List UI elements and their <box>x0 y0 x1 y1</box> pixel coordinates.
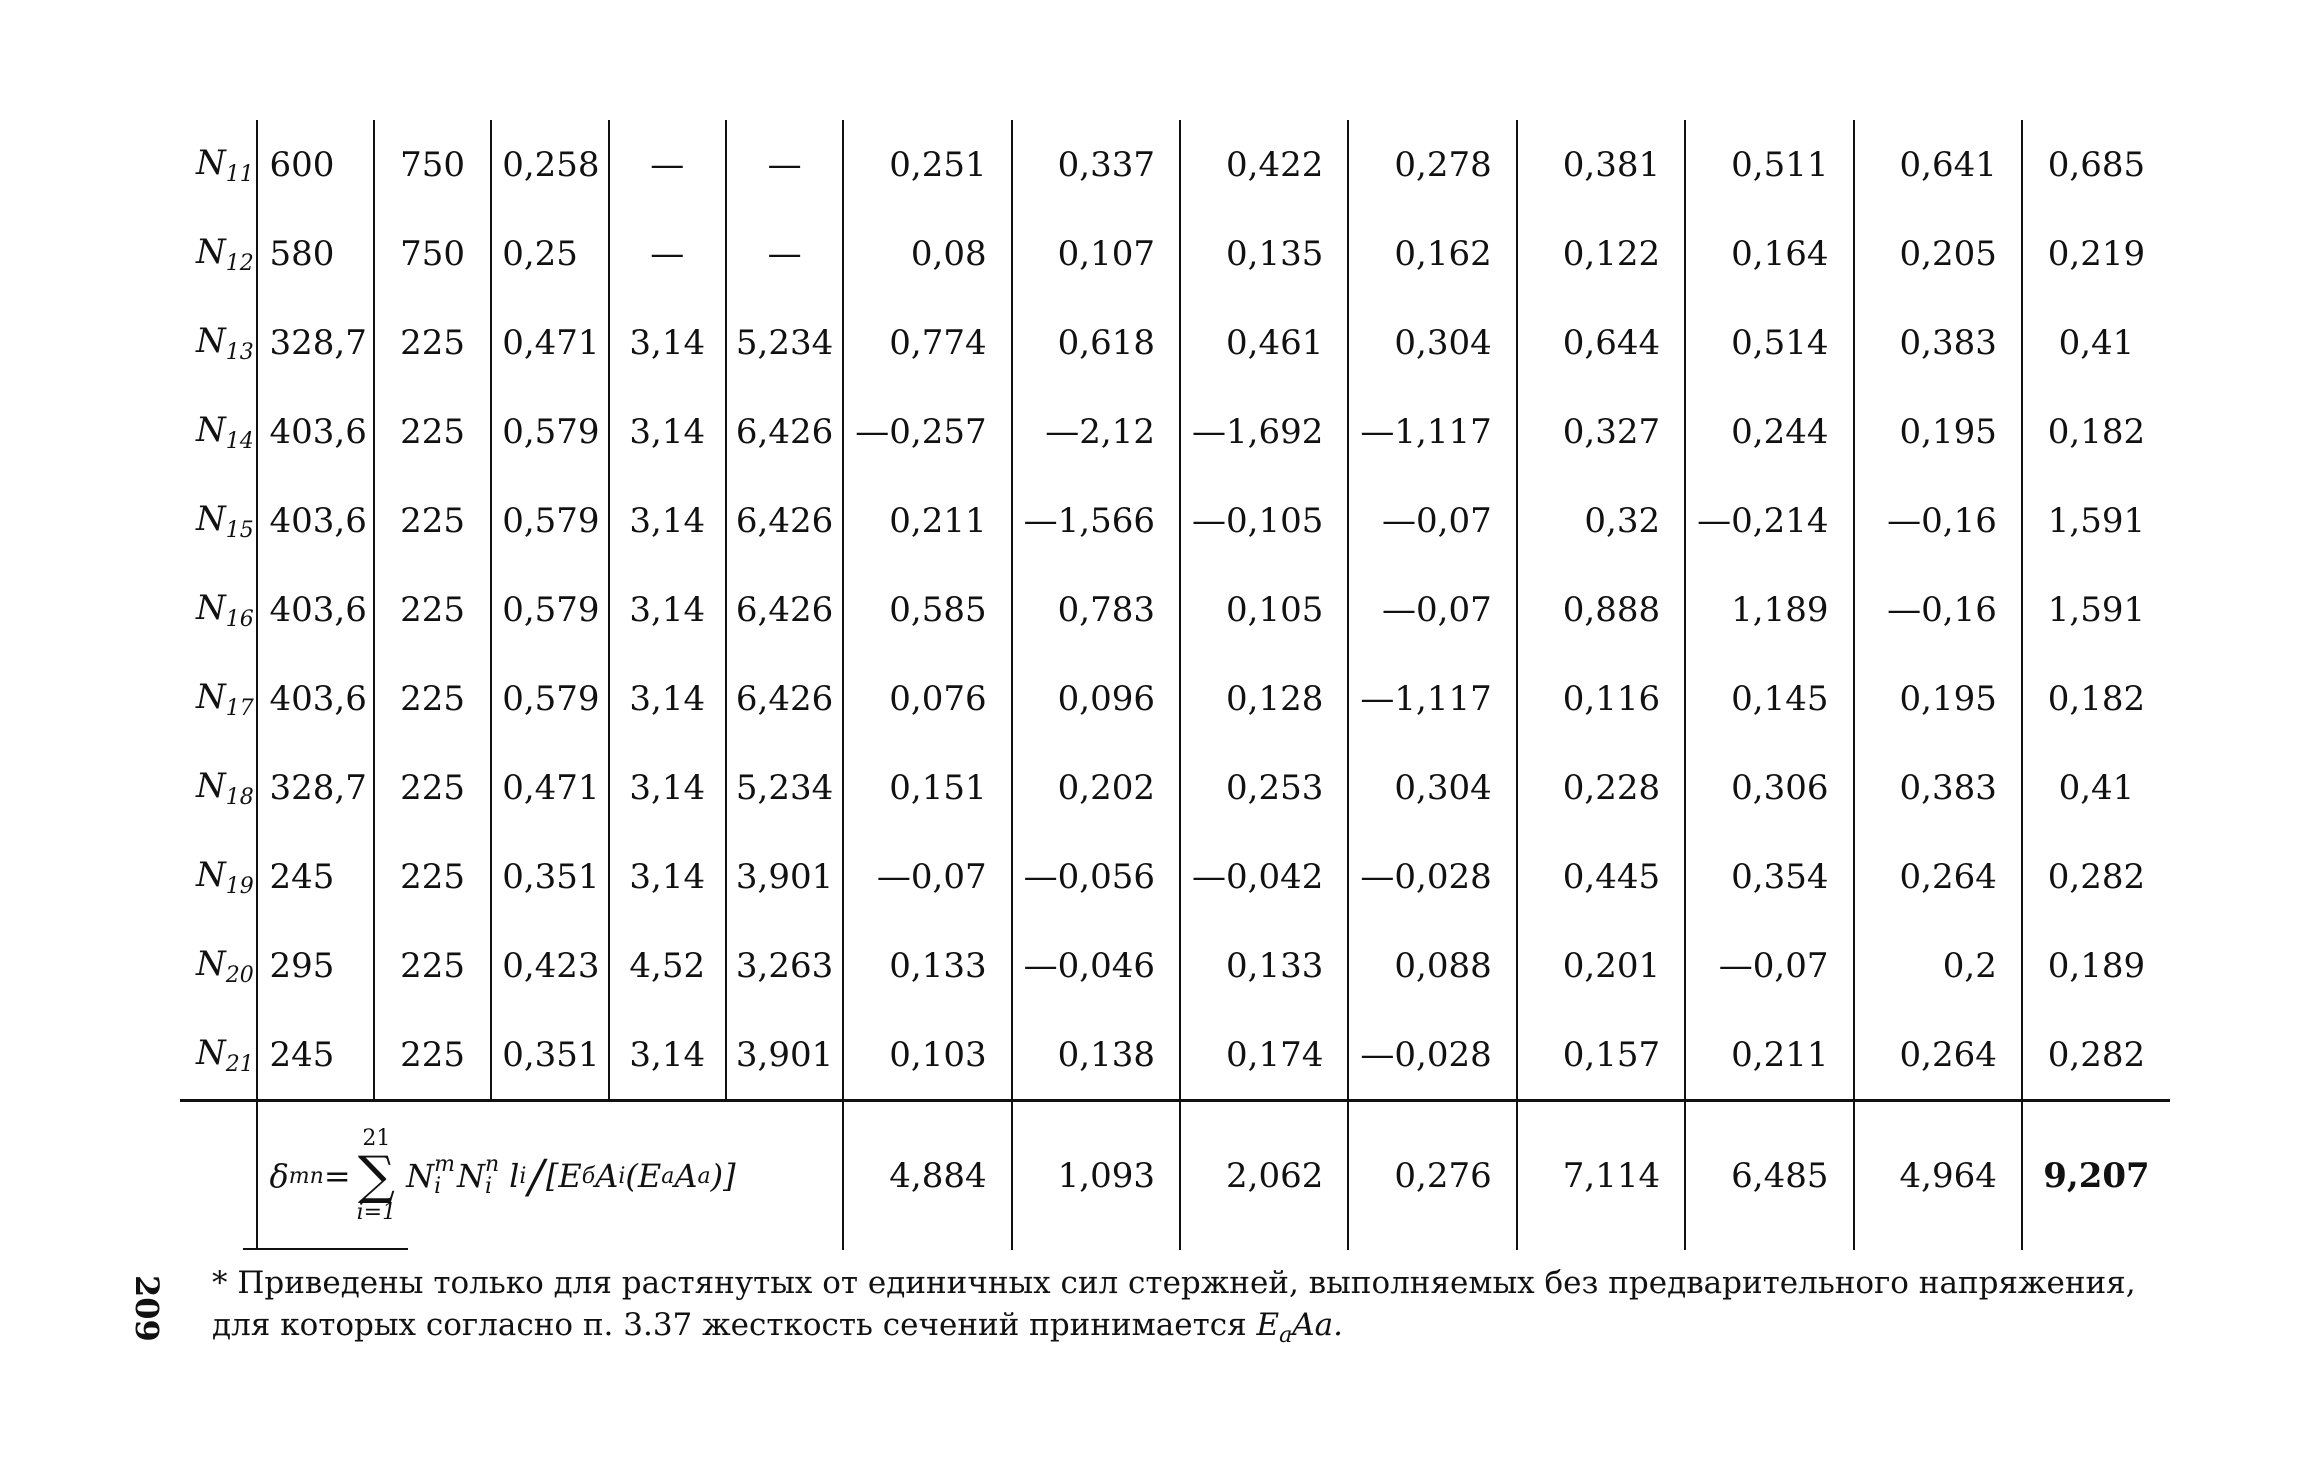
table-cell: —0,07 <box>843 832 1011 921</box>
table-cell: 0,579 <box>491 654 608 743</box>
row-label-sub: 15 <box>225 517 254 543</box>
table-cell: 0,644 <box>1517 298 1685 387</box>
table-cell: 0,264 <box>1854 832 2022 921</box>
table-row <box>180 476 2170 565</box>
formula-a2-sub: а <box>697 1163 711 1189</box>
table-cell: 0,211 <box>843 476 1011 565</box>
sum-value: 7,114 <box>1517 1101 1685 1251</box>
table-cell: 0,278 <box>1348 120 1516 209</box>
formula-equals: = <box>323 1157 351 1195</box>
table-cell: —0,028 <box>1348 832 1516 921</box>
table-row <box>180 298 2170 387</box>
footnote-line-2-text: для которых согласно п. 3.37 жесткость сечений принимается <box>212 1307 1257 1343</box>
formula-n2-scripts <box>485 1154 499 1198</box>
formula-a: A <box>595 1157 619 1195</box>
table-cell: 0,138 <box>1012 1010 1180 1101</box>
formula-lhs-sub: mn <box>288 1163 324 1189</box>
formula-paren-open: (E <box>625 1157 662 1195</box>
sum-value: 4,964 <box>1854 1101 2022 1251</box>
table-cell: 0,888 <box>1517 565 1685 654</box>
table-cell: 0,107 <box>1012 209 1180 298</box>
table-cell: 0,2 <box>1854 921 2022 1010</box>
table-cell: —0,16 <box>1854 476 2022 565</box>
table-cell: 6,426 <box>726 387 843 476</box>
table-cell: 0,471 <box>491 298 608 387</box>
table-row <box>180 120 2170 209</box>
table-cell: 0,128 <box>1180 654 1348 743</box>
table-cell: 0,579 <box>491 565 608 654</box>
table-cell: 403,6 <box>257 565 374 654</box>
row-label-base: N <box>196 498 226 539</box>
sigma-block <box>357 1128 396 1224</box>
sigma-lower: i=1 <box>356 1200 397 1225</box>
table-cell: 3,14 <box>609 298 726 387</box>
table-cell: 0,162 <box>1348 209 1516 298</box>
table-cell: 750 <box>374 209 491 298</box>
table-cell: 5,234 <box>726 298 843 387</box>
table-cell: 0,219 <box>2022 209 2170 298</box>
table-cell: 1,189 <box>1685 565 1853 654</box>
table-cell: 3,14 <box>609 1010 726 1101</box>
row-label-base: N <box>196 1032 226 1073</box>
row-label-sub: 17 <box>225 695 254 721</box>
row-label-base: N <box>196 943 226 984</box>
table-cell: —0,07 <box>1348 476 1516 565</box>
table-row <box>180 921 2170 1010</box>
table-cell: 0,201 <box>1517 921 1685 1010</box>
table-cell: 0,133 <box>843 921 1011 1010</box>
table-cell: 0,685 <box>2022 120 2170 209</box>
table-cell: —0,105 <box>1180 476 1348 565</box>
table-cell: 0,511 <box>1685 120 1853 209</box>
table-cell: 0,337 <box>1012 120 1180 209</box>
table-cell: 0,157 <box>1517 1010 1685 1101</box>
sum-formula-cell <box>257 1101 844 1251</box>
table-cell: 0,211 <box>1685 1010 1853 1101</box>
table-cell: 225 <box>374 1010 491 1101</box>
table-cell: 0,304 <box>1348 743 1516 832</box>
table-cell: 0,381 <box>1517 120 1685 209</box>
sum-value: 1,093 <box>1012 1101 1180 1251</box>
table-cell: 0,103 <box>843 1010 1011 1101</box>
table-row <box>180 743 2170 832</box>
table-cell: 0,164 <box>1685 209 1853 298</box>
sum-row <box>180 1101 2170 1251</box>
table-cell: 0,251 <box>843 120 1011 209</box>
table-cell: 0,202 <box>1012 743 1180 832</box>
row-label-sub: 21 <box>225 1051 254 1077</box>
table-body <box>180 120 2170 1250</box>
table-cell: 295 <box>257 921 374 1010</box>
table-cell: 3,14 <box>609 565 726 654</box>
table-cell: 0,41 <box>2022 743 2170 832</box>
row-label <box>180 921 257 1010</box>
formula-div: / <box>528 1149 544 1203</box>
table-cell: 0,189 <box>2022 921 2170 1010</box>
footnote <box>212 1262 2172 1357</box>
table-cell: 0,354 <box>1685 832 1853 921</box>
table-cell: 245 <box>257 832 374 921</box>
formula-n1: N <box>406 1157 435 1195</box>
table-cell: 3,901 <box>726 1010 843 1101</box>
table-cell: —0,046 <box>1012 921 1180 1010</box>
table-cell: — <box>726 209 843 298</box>
row-label <box>180 298 257 387</box>
footnote-line-1: * Приведены только для растянутых от единичных сил стержней, выполняемых без предварительного напряжения, <box>212 1265 2136 1301</box>
table-cell: 403,6 <box>257 654 374 743</box>
formula-l: l <box>509 1157 520 1195</box>
table-cell: 0,145 <box>1685 654 1853 743</box>
table-cell: 225 <box>374 832 491 921</box>
table-cell: 0,264 <box>1854 1010 2022 1101</box>
formula-n2-sub: i <box>484 1174 493 1199</box>
sum-row-spacer <box>180 1101 257 1251</box>
table-cell: 3,263 <box>726 921 843 1010</box>
formula-n1-sub: i <box>434 1174 442 1199</box>
row-label-base: N <box>196 231 226 272</box>
table-cell: —1,692 <box>1180 387 1348 476</box>
row-label-sub: 20 <box>225 962 254 988</box>
table-cell: 0,076 <box>843 654 1011 743</box>
table-cell: —1,566 <box>1012 476 1180 565</box>
table-cell: 403,6 <box>257 387 374 476</box>
table-cell: 3,14 <box>609 832 726 921</box>
table-cell: 328,7 <box>257 298 374 387</box>
table-cell: 0,618 <box>1012 298 1180 387</box>
footnote-e: E <box>1256 1307 1280 1343</box>
formula-n2: N <box>456 1157 485 1195</box>
table-cell: — <box>726 120 843 209</box>
sum-value: 0,276 <box>1348 1101 1516 1251</box>
table-cell: 0,774 <box>843 298 1011 387</box>
table-cell: 225 <box>374 387 491 476</box>
table-row <box>180 1010 2170 1101</box>
row-label <box>180 832 257 921</box>
table-cell: 0,205 <box>1854 209 2022 298</box>
table-cell: 0,174 <box>1180 1010 1348 1101</box>
row-label <box>180 654 257 743</box>
table-cell: 0,133 <box>1180 921 1348 1010</box>
table-cell: 6,426 <box>726 654 843 743</box>
table-cell: 403,6 <box>257 476 374 565</box>
data-table <box>180 120 2170 1250</box>
table-cell: 0,383 <box>1854 743 2022 832</box>
footnote-rule <box>243 1248 408 1250</box>
table-cell: —0,042 <box>1180 832 1348 921</box>
row-label-base: N <box>196 320 226 361</box>
table-cell: 0,151 <box>843 743 1011 832</box>
table-cell: 3,14 <box>609 387 726 476</box>
sum-formula <box>270 1128 835 1224</box>
row-label <box>180 476 257 565</box>
table-cell: 0,135 <box>1180 209 1348 298</box>
sigma-icon: ∑ <box>357 1146 395 1206</box>
row-label-sub: 11 <box>225 161 254 187</box>
table-cell: 0,327 <box>1517 387 1685 476</box>
row-label-base: N <box>196 854 226 895</box>
table-cell: 6,426 <box>726 565 843 654</box>
table-cell: 0,471 <box>491 743 608 832</box>
table-cell: 3,14 <box>609 476 726 565</box>
table-cell: 328,7 <box>257 743 374 832</box>
row-label <box>180 209 257 298</box>
formula-e-sub: б <box>581 1163 596 1189</box>
formula-n1-scripts <box>434 1154 455 1198</box>
row-label <box>180 387 257 476</box>
table-cell: 225 <box>374 921 491 1010</box>
row-label-sub: 16 <box>225 606 254 632</box>
table-cell: 0,32 <box>1517 476 1685 565</box>
row-label <box>180 1010 257 1101</box>
table-cell: 0,08 <box>843 209 1011 298</box>
table-cell: 6,426 <box>726 476 843 565</box>
row-label-base: N <box>196 765 226 806</box>
table-cell: —1,117 <box>1348 387 1516 476</box>
table-cell: 0,253 <box>1180 743 1348 832</box>
table-cell: —1,117 <box>1348 654 1516 743</box>
row-label <box>180 120 257 209</box>
table-cell: 225 <box>374 654 491 743</box>
table-cell: 3,14 <box>609 654 726 743</box>
table-cell: 0,304 <box>1348 298 1516 387</box>
table-cell: 0,579 <box>491 476 608 565</box>
formula-a2: A <box>674 1157 698 1195</box>
table-cell: 0,258 <box>491 120 608 209</box>
table-cell: 0,423 <box>491 921 608 1010</box>
row-label <box>180 743 257 832</box>
table-cell: — <box>609 120 726 209</box>
table-cell: 0,306 <box>1685 743 1853 832</box>
table-cell: —0,07 <box>1348 565 1516 654</box>
table-cell: 0,105 <box>1180 565 1348 654</box>
formula-l-sub: i <box>519 1163 527 1189</box>
sum-value: 2,062 <box>1180 1101 1348 1251</box>
table-cell: —0,16 <box>1854 565 2022 654</box>
formula-a-sub: i <box>618 1163 626 1189</box>
footnote-tail: Aa. <box>1292 1307 1344 1343</box>
formula-lhs: δ <box>269 1157 289 1195</box>
table-row <box>180 565 2170 654</box>
table-cell: 245 <box>257 1010 374 1101</box>
table-cell: 0,445 <box>1517 832 1685 921</box>
table-cell: 0,579 <box>491 387 608 476</box>
table-cell: 0,461 <box>1180 298 1348 387</box>
table-cell: 0,096 <box>1012 654 1180 743</box>
table-cell: 225 <box>374 743 491 832</box>
table-cell: 3,901 <box>726 832 843 921</box>
row-label-base: N <box>196 409 226 450</box>
table-cell: 750 <box>374 120 491 209</box>
formula-ea-sub: а <box>661 1163 675 1189</box>
table-cell: 0,351 <box>491 832 608 921</box>
sum-value: 6,485 <box>1685 1101 1853 1251</box>
table-cell: — <box>609 209 726 298</box>
table-cell: 1,591 <box>2022 565 2170 654</box>
table-row <box>180 387 2170 476</box>
table-cell: 0,514 <box>1685 298 1853 387</box>
table-cell: 0,383 <box>1854 298 2022 387</box>
table-cell: 0,228 <box>1517 743 1685 832</box>
table-cell: 0,122 <box>1517 209 1685 298</box>
table-row <box>180 832 2170 921</box>
table-cell: 580 <box>257 209 374 298</box>
row-label <box>180 565 257 654</box>
table-cell: 0,244 <box>1685 387 1853 476</box>
row-label-base: N <box>196 587 226 628</box>
table-cell: —0,257 <box>843 387 1011 476</box>
row-label-base: N <box>196 142 226 183</box>
table-cell: 0,088 <box>1348 921 1516 1010</box>
row-label-sub: 18 <box>225 784 254 810</box>
table-row <box>180 209 2170 298</box>
table-cell: 0,182 <box>2022 387 2170 476</box>
sum-value: 4,884 <box>843 1101 1011 1251</box>
table-cell: —0,028 <box>1348 1010 1516 1101</box>
table-cell: 5,234 <box>726 743 843 832</box>
table-cell: 0,422 <box>1180 120 1348 209</box>
footnote-line-2 <box>212 1304 2172 1357</box>
table-cell: —0,07 <box>1685 921 1853 1010</box>
table-cell: —0,056 <box>1012 832 1180 921</box>
sigma-upper: 21 <box>362 1126 391 1151</box>
table-cell: 0,41 <box>2022 298 2170 387</box>
table-cell: 0,282 <box>2022 1010 2170 1101</box>
table-cell: 0,195 <box>1854 387 2022 476</box>
table-cell: 0,195 <box>1854 654 2022 743</box>
table-cell: 0,25 <box>491 209 608 298</box>
table-cell: 225 <box>374 565 491 654</box>
page-number: 209 <box>128 1275 166 1342</box>
table-cell: 0,351 <box>491 1010 608 1101</box>
footnote-e-sub: a <box>1279 1323 1293 1348</box>
row-label-sub: 13 <box>225 339 254 365</box>
table-cell: 0,585 <box>843 565 1011 654</box>
table-row <box>180 654 2170 743</box>
table-cell: 600 <box>257 120 374 209</box>
row-label-sub: 12 <box>225 250 254 276</box>
table-cell: 0,182 <box>2022 654 2170 743</box>
formula-close: )] <box>710 1157 736 1195</box>
table-cell: 0,641 <box>1854 120 2022 209</box>
table-cell: —0,214 <box>1685 476 1853 565</box>
table-cell: 4,52 <box>609 921 726 1010</box>
table-cell: 0,282 <box>2022 832 2170 921</box>
table-cell: 1,591 <box>2022 476 2170 565</box>
table-cell: 225 <box>374 298 491 387</box>
row-label-base: N <box>196 676 226 717</box>
row-label-sub: 19 <box>225 873 254 899</box>
formula-n2-sup: n <box>484 1152 500 1177</box>
table-cell: —2,12 <box>1012 387 1180 476</box>
formula-bracket-open: [E <box>545 1157 582 1195</box>
table-cell: 0,116 <box>1517 654 1685 743</box>
formula-n1-sup: m <box>434 1152 455 1177</box>
table-cell: 0,783 <box>1012 565 1180 654</box>
row-label-sub: 14 <box>225 428 254 454</box>
table-cell: 3,14 <box>609 743 726 832</box>
table-cell: 225 <box>374 476 491 565</box>
sum-value: 9,207 <box>2022 1101 2170 1251</box>
